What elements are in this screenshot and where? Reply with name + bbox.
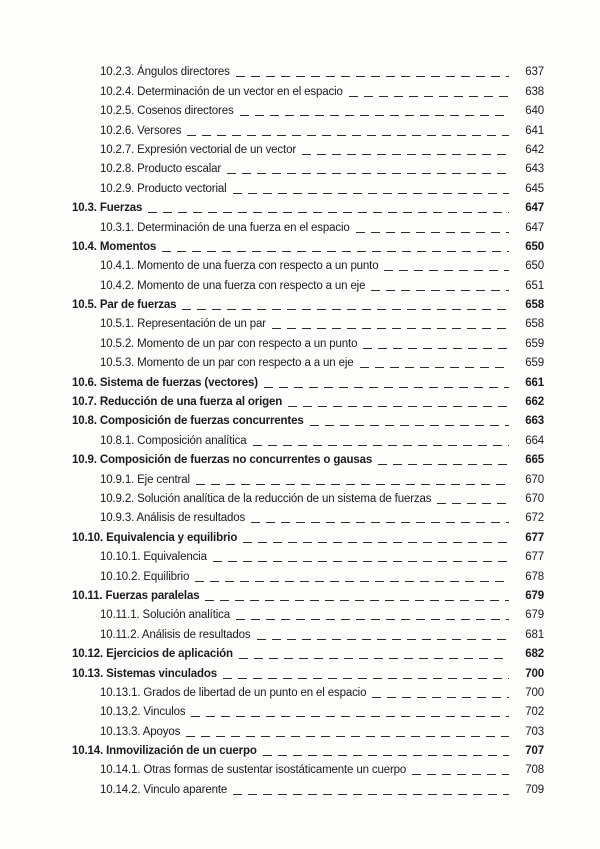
dash-leader: [372, 697, 509, 698]
toc-entry: [72, 566, 544, 585]
toc-entry-page: 640: [525, 105, 544, 118]
toc-entry-label: 10.5.1. Representación de un par: [100, 318, 266, 331]
toc-entry: [72, 547, 544, 566]
toc-entry-label: 10.7. Reducción de una fuerza al origen: [72, 396, 283, 409]
toc-entry-label: 10.13.3. Apoyos: [100, 725, 181, 738]
dash-leader: [371, 290, 509, 291]
toc-entry-label: 10.2.6. Versores: [100, 124, 182, 137]
dash-leader: [148, 212, 509, 213]
toc-entry-page: 677: [525, 531, 544, 544]
toc-entry-page: 679: [525, 609, 544, 622]
toc-entry: [72, 333, 544, 352]
toc-entry: [72, 120, 544, 139]
toc-entry-page: 658: [525, 318, 544, 331]
toc-entry-page: 642: [525, 143, 544, 156]
toc-entry: [72, 353, 544, 372]
toc-entry-page: 708: [525, 764, 544, 777]
toc-entry-label: 10.3.1. Determinación de una fuerza en el espacio: [100, 221, 350, 234]
toc-entry-page: 700: [525, 686, 544, 699]
toc-entry-label: 10.12. Ejercicios de aplicación: [72, 648, 233, 661]
dash-leader: [263, 755, 509, 756]
toc-entry-label: 10.10.1. Equivalencia: [100, 551, 207, 564]
toc-entry-page: 707: [525, 745, 544, 758]
toc-entry: [72, 372, 544, 391]
toc-entry-page: 641: [525, 124, 544, 137]
toc-entry-label: 10.4.1. Momento de una fuerza con respecto a un punto: [100, 260, 379, 273]
toc-entry-label: 10.11.1. Solución analítica: [100, 609, 230, 622]
toc-entry-label: 10.11. Fuerzas paralelas: [72, 589, 200, 602]
toc-entry-label: 10.14.2. Vinculo aparente: [100, 783, 228, 796]
dash-leader: [384, 270, 509, 271]
toc-entry-label: 10.10. Equivalencia y equilibrio: [72, 531, 238, 544]
dash-leader: [243, 542, 509, 543]
toc-entry: [72, 741, 544, 760]
dash-leader: [251, 522, 509, 523]
toc-entry: [72, 760, 544, 779]
toc-entry: [72, 683, 544, 702]
toc-entry: [72, 81, 544, 100]
toc-entry: [72, 159, 544, 178]
toc-entry-page: 637: [525, 66, 544, 79]
toc-entry-label: 10.14.1. Otras formas de sustentar isostáticamente un cuerpo: [100, 764, 407, 777]
toc-entry: [72, 178, 544, 197]
toc-entry-label: 10.2.9. Producto vectorial: [100, 182, 227, 195]
dash-leader: [378, 464, 509, 465]
dash-leader: [233, 193, 509, 194]
toc-entry-page: 643: [525, 163, 544, 176]
toc-entry: [72, 217, 544, 236]
dash-leader: [349, 96, 509, 97]
toc-entry-label: 10.6. Sistema de fuerzas (vectores): [72, 376, 258, 389]
toc-entry-page: 670: [525, 492, 544, 505]
toc-entry: [72, 469, 544, 488]
toc-entry-page: 672: [525, 512, 544, 525]
toc-entry-page: 661: [525, 376, 544, 389]
toc-entry-label: 10.2.7. Expresión vectorial de un vector: [100, 143, 297, 156]
toc-entry-page: 647: [525, 202, 544, 215]
dash-leader: [186, 736, 509, 737]
toc-entry: [72, 508, 544, 527]
toc-entry: [72, 605, 544, 624]
toc-entry: [72, 586, 544, 605]
dash-leader: [223, 678, 509, 679]
dash-leader: [272, 328, 509, 329]
toc-entry-page: 659: [525, 337, 544, 350]
toc-entry-page: 670: [525, 473, 544, 486]
dash-leader: [356, 232, 509, 233]
toc-entry-page: 702: [525, 706, 544, 719]
toc-entry-page: 677: [525, 551, 544, 564]
toc-entry-label: 10.5.2. Momento de un par con respecto a un punto: [100, 337, 358, 350]
dash-leader: [187, 135, 509, 136]
toc-entry-page: 659: [525, 357, 544, 370]
toc-entry-label: 10.9. Composición de fuerzas no concurrentes o gausas: [72, 454, 373, 467]
toc-entry: [72, 62, 544, 81]
toc-entry: [72, 489, 544, 508]
dash-leader: [191, 716, 509, 717]
toc-entry-label: 10.8. Composición de fuerzas concurrentes: [72, 415, 304, 428]
toc-entry-page: 682: [525, 648, 544, 661]
dash-leader: [302, 154, 509, 155]
dash-leader: [363, 348, 509, 349]
toc-entry-label: 10.2.3. Ángulos directores: [100, 66, 230, 79]
toc-entry-page: 700: [525, 667, 544, 680]
toc-entry-page: 658: [525, 299, 544, 312]
toc-entry: [72, 430, 544, 449]
dash-leader: [213, 561, 509, 562]
dash-leader: [162, 251, 509, 252]
toc-entry: [72, 702, 544, 721]
dash-leader: [437, 503, 509, 504]
toc-entry-label: 10.13.2. Vinculos: [100, 706, 186, 719]
toc-entry: [72, 140, 544, 159]
dash-leader: [257, 639, 510, 640]
toc-entry: [72, 450, 544, 469]
toc-entry-label: 10.2.8. Producto escalar: [100, 163, 222, 176]
dash-leader: [182, 309, 509, 310]
toc-entry-page: 679: [525, 589, 544, 602]
toc-entry-label: 10.5. Par de fuerzas: [72, 299, 177, 312]
toc-entry: [72, 101, 544, 120]
dash-leader: [264, 387, 509, 388]
toc-entry: [72, 624, 544, 643]
toc-entry-label: 10.11.2. Análisis de resultados: [100, 628, 251, 641]
dash-leader: [239, 658, 509, 659]
toc-entry: [72, 663, 544, 682]
dash-leader: [227, 173, 509, 174]
toc-entry-page: 665: [525, 454, 544, 467]
toc-list: [72, 62, 544, 799]
toc-entry: [72, 411, 544, 430]
dash-leader: [360, 367, 510, 368]
toc-entry: [72, 721, 544, 740]
dash-leader: [195, 581, 509, 582]
toc-entry-page: 678: [525, 570, 544, 583]
toc-entry-label: 10.10.2. Equilibrio: [100, 570, 190, 583]
toc-entry-page: 664: [525, 434, 544, 447]
toc-entry-label: 10.13.1. Grados de libertad de un punto en el espacio: [100, 686, 367, 699]
dash-leader: [236, 76, 509, 77]
toc-entry: [72, 295, 544, 314]
toc-entry-label: 10.4.2. Momento de una fuerza con respecto a un eje: [100, 279, 366, 292]
toc-entry-page: 703: [525, 725, 544, 738]
dash-leader: [233, 794, 509, 795]
toc-entry: [72, 314, 544, 333]
toc-entry-page: 650: [525, 240, 544, 253]
dash-leader: [253, 445, 509, 446]
toc-entry-page: 647: [525, 221, 544, 234]
toc-entry: [72, 256, 544, 275]
dash-leader: [412, 774, 509, 775]
dash-leader: [310, 425, 509, 426]
toc-entry: [72, 198, 544, 217]
toc-entry-label: 10.4. Momentos: [72, 240, 157, 253]
toc-entry-page: 650: [525, 260, 544, 273]
toc-entry: [72, 392, 544, 411]
toc-entry-page: 645: [525, 182, 544, 195]
toc-entry-page: 638: [525, 85, 544, 98]
dash-leader: [288, 406, 509, 407]
toc-entry-label: 10.13. Sistemas vinculados: [72, 667, 218, 680]
toc-entry-label: 10.9.1. Eje central: [100, 473, 190, 486]
toc-entry: [72, 275, 544, 294]
toc-entry-page: 663: [525, 415, 544, 428]
dash-leader: [205, 600, 509, 601]
dash-leader: [236, 619, 509, 620]
toc-entry-label: 10.2.4. Determinación de un vector en el espacio: [100, 85, 343, 98]
toc-entry-page: 662: [525, 396, 544, 409]
toc-entry: [72, 237, 544, 256]
toc-entry: [72, 644, 544, 663]
toc-entry: [72, 779, 544, 798]
toc-entry-label: 10.3. Fuerzas: [72, 202, 143, 215]
dash-leader: [240, 115, 509, 116]
toc-entry-label: 10.9.2. Solución analítica de la reducción de un sistema de fuerzas: [100, 492, 432, 505]
toc-entry-page: 709: [525, 783, 544, 796]
toc-entry-label: 10.9.3. Análisis de resultados: [100, 512, 246, 525]
toc-entry-page: 651: [525, 279, 544, 292]
toc-entry-label: 10.8.1. Composición analítica: [100, 434, 247, 447]
dash-leader: [196, 484, 509, 485]
toc-entry-label: 10.2.5. Cosenos directores: [100, 105, 234, 118]
toc-entry-page: 681: [525, 628, 544, 641]
toc-entry: [72, 527, 544, 546]
toc-entry-label: 10.14. Inmovilización de un cuerpo: [72, 745, 257, 758]
toc-entry-label: 10.5.3. Momento de un par con respecto a a un eje: [100, 357, 354, 370]
